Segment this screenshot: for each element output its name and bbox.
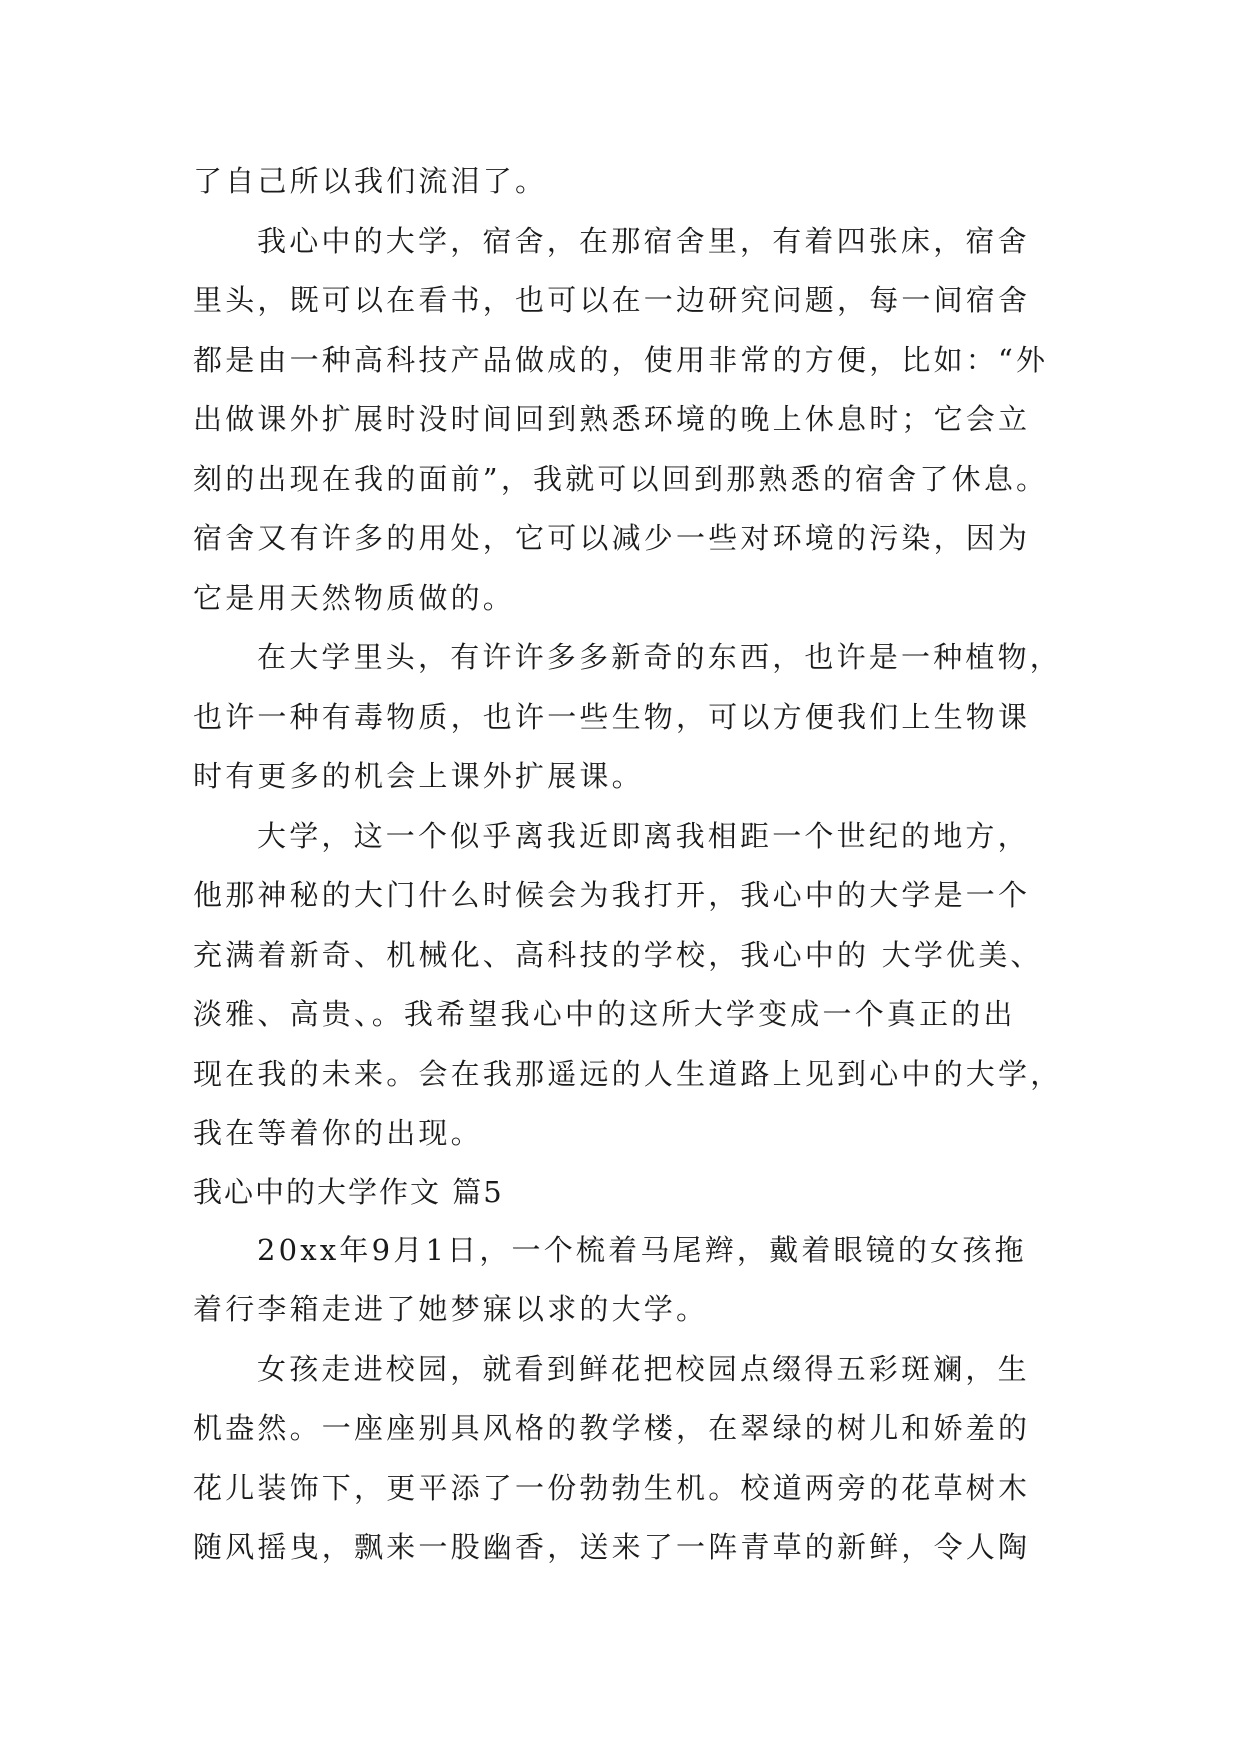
text-line: 我在等着你的出现。 xyxy=(193,1116,483,1150)
document-body xyxy=(193,152,1063,1578)
text-line: 也许一种有毒物质，也许一些生物，可以方便我们上生物课 xyxy=(193,699,1031,734)
text-line: 宿舍又有许多的用处，它可以减少一些对环境的污染，因为 xyxy=(193,521,1031,555)
section-heading: 我心中的大学作文 篇5 xyxy=(193,1174,504,1209)
text-line: 女孩走进校园，就看到鲜花把校园点缀得五彩斑斓，生 xyxy=(257,1351,1030,1386)
text-line: 时有更多的机会上课外扩展课。 xyxy=(193,759,644,793)
paragraph-dormitory xyxy=(193,212,1063,629)
text-line: 了自己所以我们流泪了。 xyxy=(193,164,548,198)
text-line: 现在我的未来。会在我那遥远的人生道路上见到心中的大学， xyxy=(193,1056,1063,1091)
text-line: 充满着新奇、机械化、高科技的学校，我心中的 大学优美、 xyxy=(193,937,1043,972)
text-line: 他那神秘的大门什么时候会为我打开，我心中的大学是一个 xyxy=(193,878,1031,912)
text-line: 大学，这一个似乎离我近即离我相距一个世纪的地方， xyxy=(257,818,1030,853)
text-line: 里头，既可以在看书，也可以在一边研究问题，每一间宿舍 xyxy=(193,283,1031,317)
text-line: 机盎然。一座座别具风格的教学楼，在翠绿的树儿和娇羞的 xyxy=(193,1411,1031,1445)
text-line: 出做课外扩展时没时间回到熟悉环境的晚上休息时；它会立 xyxy=(193,402,1031,436)
paragraph-campus xyxy=(193,1340,1063,1578)
text-line: 花儿装饰下，更平添了一份勃勃生机。校道两旁的花草树木 xyxy=(193,1470,1031,1505)
paragraph-university-dream xyxy=(193,807,1063,1164)
paragraph-arrival xyxy=(193,1221,1063,1340)
text-line: 都是由一种高科技产品做成的，使用非常的方便，比如：“外 xyxy=(193,342,1049,377)
text-line: 它是用天然物质做的。 xyxy=(193,580,516,615)
text-line: 在大学里头，有许许多多新奇的东西，也许是一种植物， xyxy=(257,640,1063,674)
text-line: 淡雅、高贵、。我希望我心中的这所大学变成一个真正的出 xyxy=(193,997,1016,1031)
paragraph-continuation xyxy=(193,152,1063,212)
text-line: 20xx年9月1日，一个梳着马尾辫，戴着眼镜的女孩拖 xyxy=(257,1232,1027,1267)
paragraph-novel-things xyxy=(193,628,1063,807)
text-line: 着行李箱走进了她梦寐以求的大学。 xyxy=(193,1292,709,1326)
text-line: 刻的出现在我的面前”，我就可以回到那熟悉的宿舍了休息。 xyxy=(193,461,1049,496)
text-line: 随风摇曳，飘来一股幽香，送来了一阵青草的新鲜，令人陶 xyxy=(193,1530,1031,1564)
text-line: 我心中的大学，宿舍，在那宿舍里，有着四张床，宿舍 xyxy=(257,223,1030,258)
